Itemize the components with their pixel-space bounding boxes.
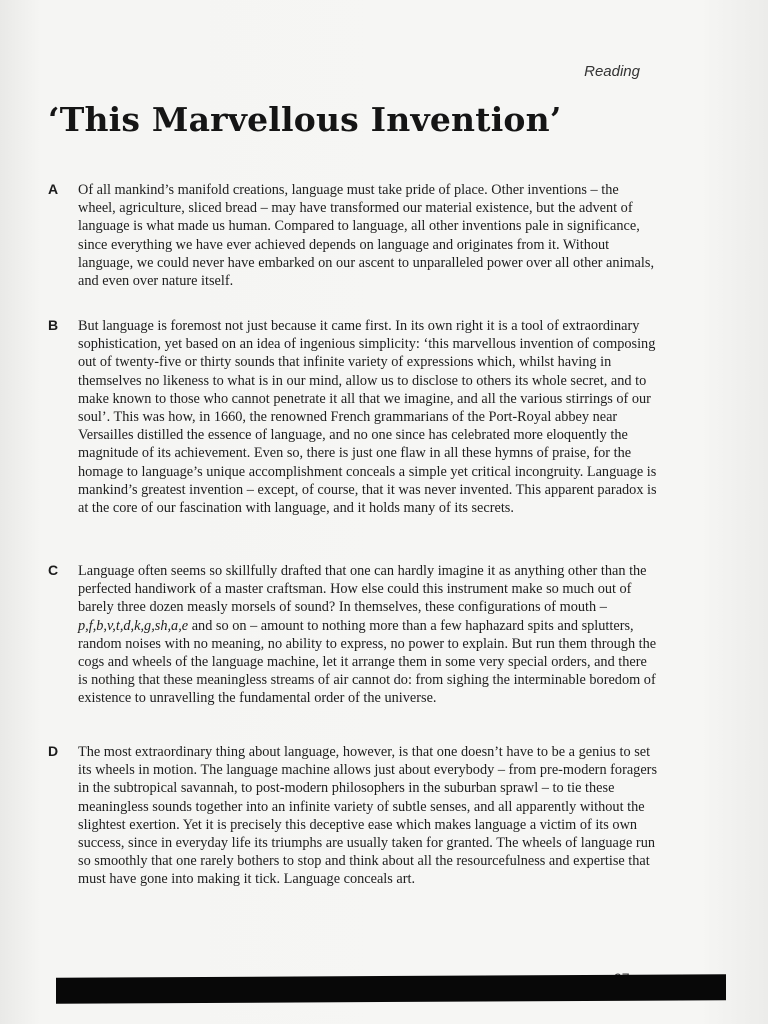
paragraph-text-before: Language often seems so skillfully drafted that one can hardly imagine it as anything other than the perfected handiwork of a master craftsman. How else could this instrument make so much out of barely three dozen measly morsels of sound? In themselves, these configurations of mouth –: [78, 563, 647, 616]
scan-edge-bar: [56, 974, 726, 1004]
running-head: Reading: [584, 63, 640, 80]
paragraph-text-after: and so on – amount to nothing more than a few haphazard spits and splutters, random noises with no meaning, no ability to express, no power to explain. But run them through the cogs and wheels of the language machine, let it arrange them in some very special orders, and there is nothing that these meaningless streams of air cannot do: from sighing the interminable boredom of existence to unravelling the fundamental order of the universe.: [78, 617, 657, 707]
paragraph-d: [48, 743, 658, 889]
paragraph-b: [48, 317, 658, 517]
paragraph-text: Of all mankind’s manifold creations, language must take pride of place. Other inventions – the wheel, agriculture, sliced bread – may have transformed our material existence, but the advent of language is what made us human. Compared to language, all other inventions pale in significance, since everything we have ever achieved depends on language and originates from it. Without language, we could never have embarked on our ascent to unparalleled power over all other animals, and even over nature itself.: [78, 182, 655, 290]
paragraph-text: The most extraordinary thing about language, however, is that one doesn’t have to be a genius to set its wheels in motion. The language machine allows just about everybody – from pre-modern foragers in the subtropical savannah, to post-modern philosophers in the suburban sprawl – to tie these meaningless sounds together into an infinite variety of subtle senses, and all apparently without the slightest exertion. Yet it is precisely this deceptive ease which makes language a victim of its own success, since in everyday life its triumphs are usually taken for granted. The wheels of language run so smoothly that one rarely bothers to stop and think about all the resourcefulness and expertise that must have gone into making it tick. Language conceals art.: [78, 744, 658, 888]
paragraph-letter: B: [48, 317, 59, 333]
article-title: ‘This Marvellous Invention’: [48, 100, 562, 139]
paragraph-letter: A: [48, 181, 59, 197]
paragraph-letter: C: [48, 562, 59, 578]
paragraph-a: [48, 181, 658, 290]
paragraph-c: [48, 562, 658, 708]
paragraph-text: But language is foremost not just because it came first. In its own right it is a tool of extraordinary sophistication, yet based on an idea of ingenious simplicity: ‘this marvellous invention of composing out of twenty-five or thirty sounds that infinite variety of expressions which, whilst having in themselves no likeness to what is in our mind, allow us to disclose to others its whole secret, and to make known to those who cannot penetrate it all that we imagine, and all the various stirrings of our soul’. This was how, in 1660, the renowned French grammarians of the Port-Royal abbey near Versailles distilled the essence of language, and no one since has celebrated more eloquently the magnitude of its achievement. Even so, there is just one flaw in all these hymns of praise, for the homage to language’s unique accomplishment conceals a simple yet critical incongruity. Language is mankind’s greatest invention – except, of course, that it was never invented. This apparent paradox is at the core of our fascination with language, and it holds many of its secrets.: [78, 318, 657, 517]
paragraph-letter: D: [48, 743, 59, 759]
paragraph-text: [78, 562, 658, 708]
sound-list: p,f,b,v,t,d,k,g,sh,a,e: [78, 617, 189, 634]
